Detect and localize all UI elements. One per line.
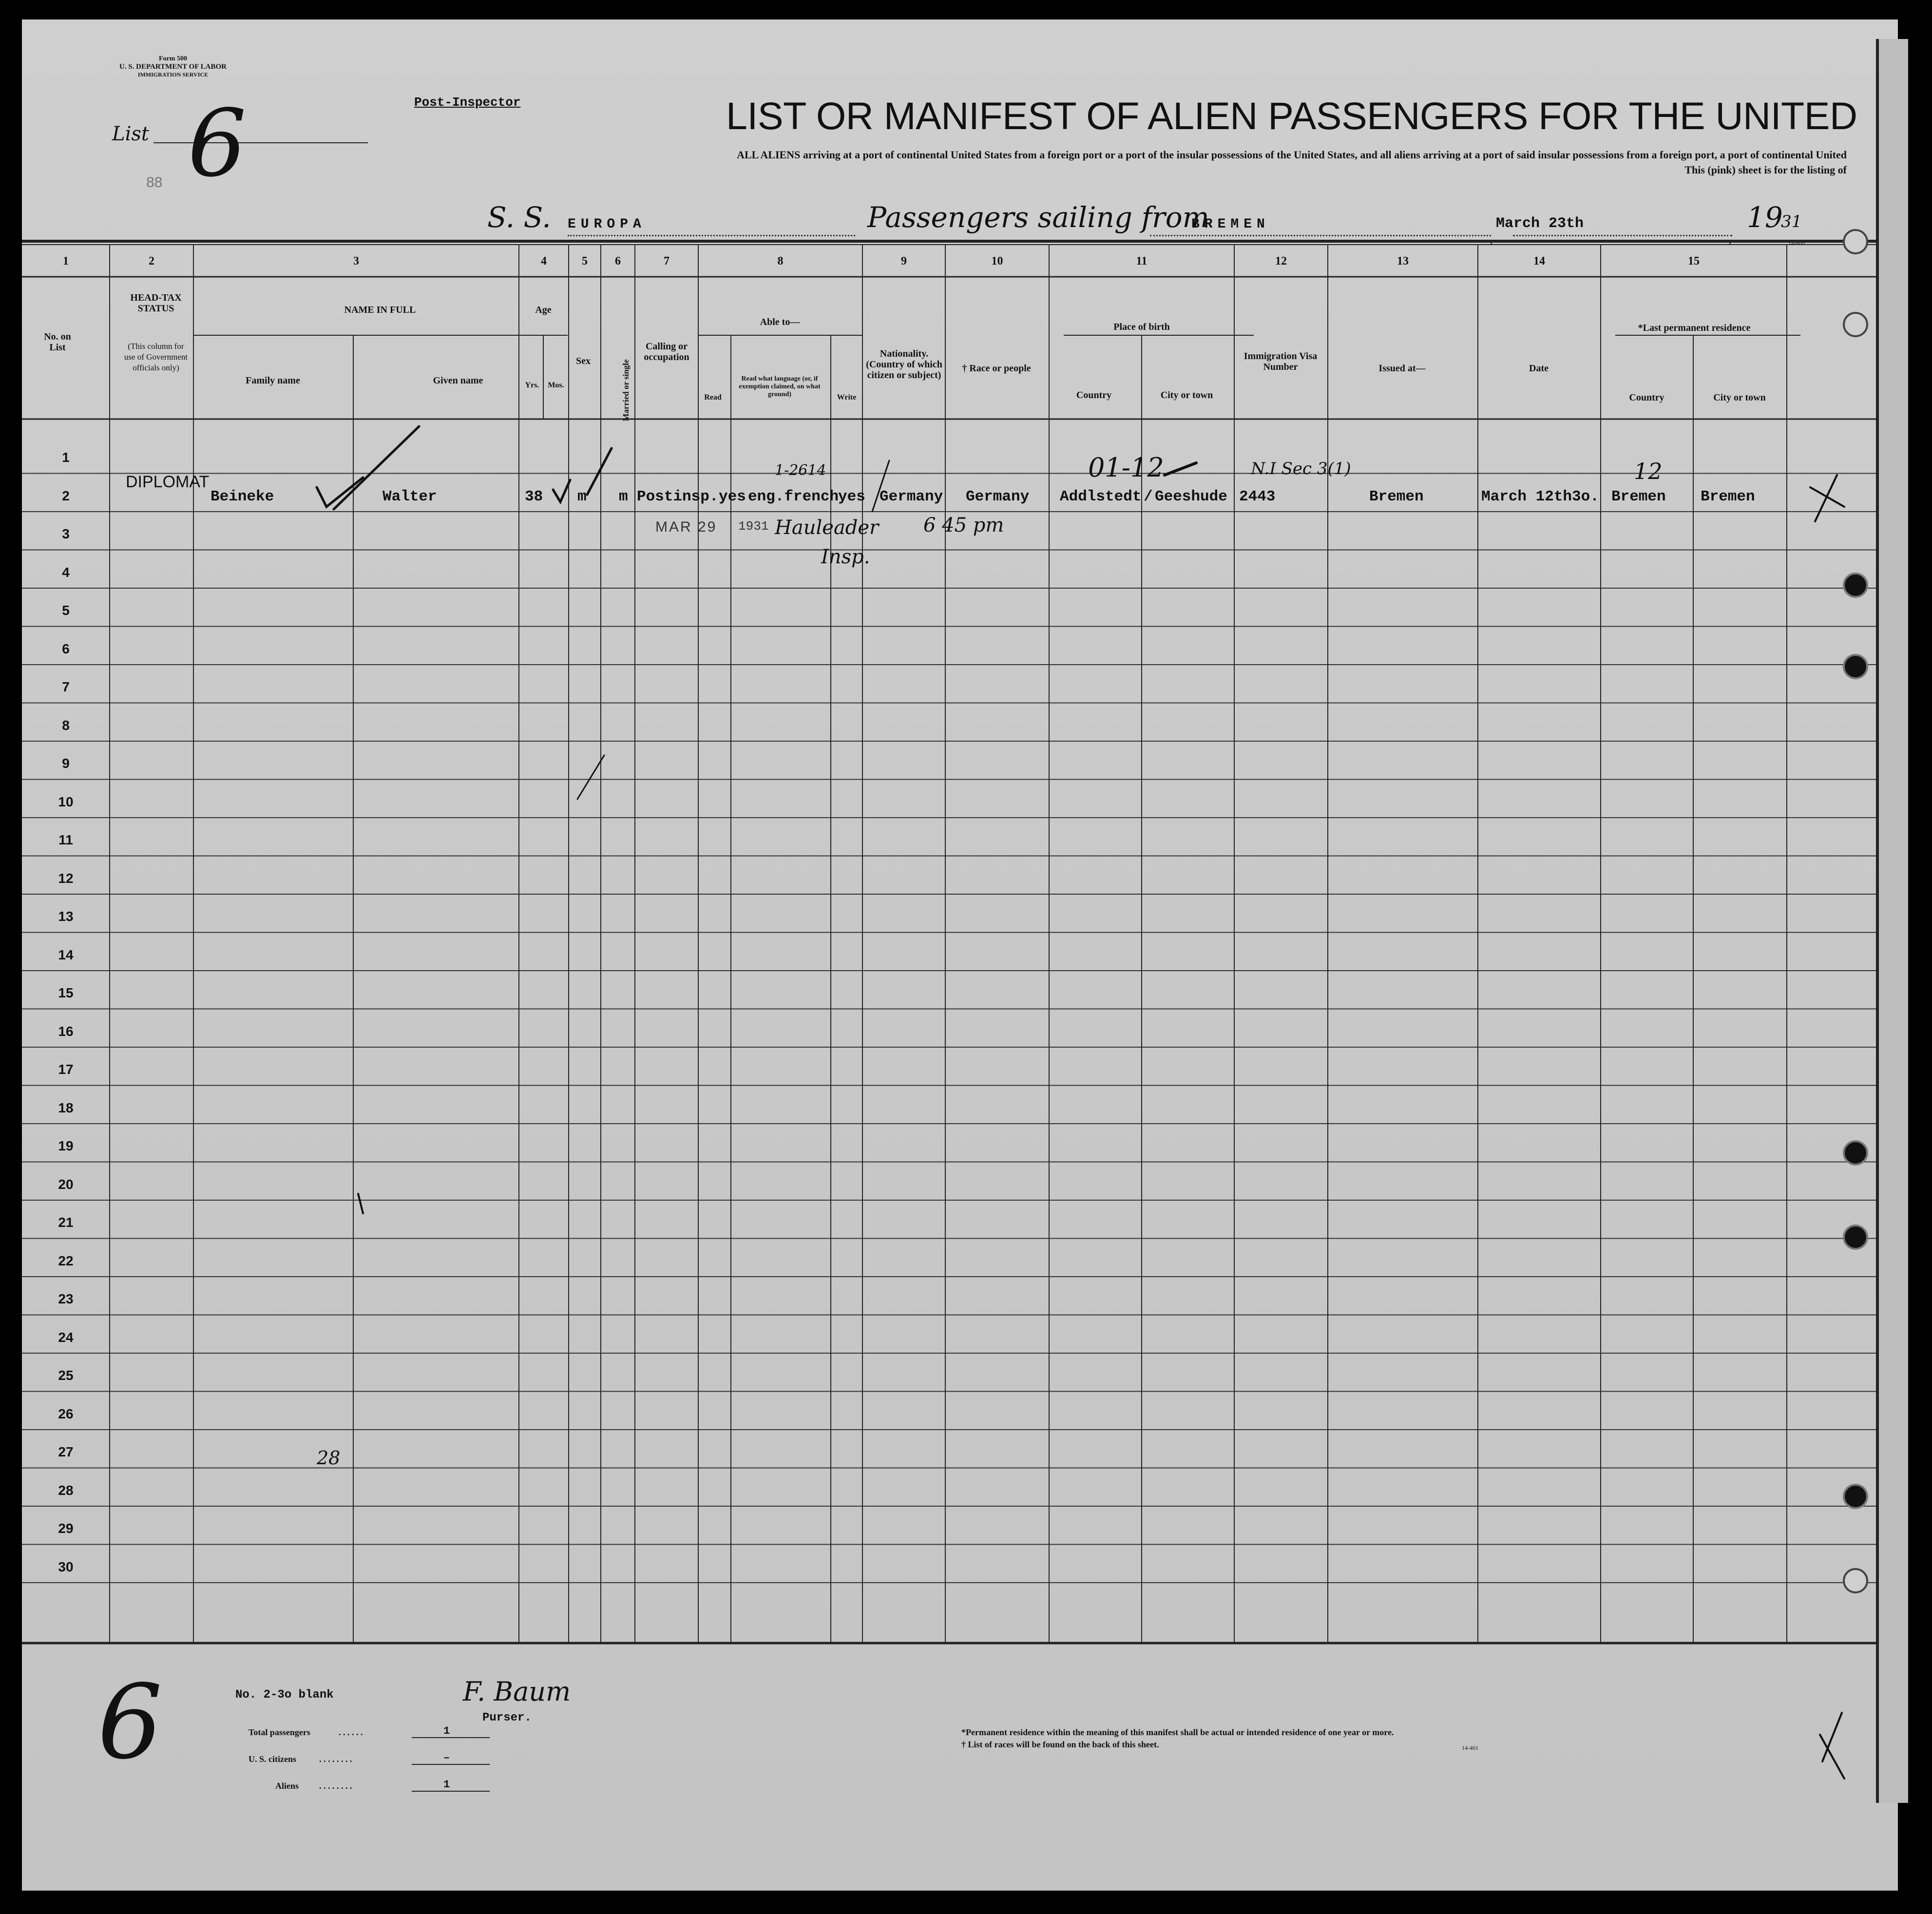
row-number: 16 [58, 1023, 74, 1039]
year-prefix: 19 [1747, 201, 1783, 234]
header-res-country: Country [1629, 392, 1664, 403]
row-number: 27 [58, 1444, 74, 1459]
cell-birth-city: Geeshude [1155, 488, 1227, 505]
binder-hole-icon [1843, 1225, 1868, 1250]
header-read: Read [704, 393, 722, 402]
inspector-title: Insp. [821, 546, 870, 568]
header-family-name: Family name [246, 375, 300, 386]
binder-hole-icon [1843, 312, 1868, 337]
aliens-label: Aliens [275, 1781, 299, 1791]
header-issued-at: Issued at— [1378, 363, 1426, 374]
header-write: Write [837, 393, 857, 402]
column-number: 5 [582, 255, 588, 268]
row-number: 21 [58, 1215, 74, 1230]
ship-name: EUROPA [568, 217, 646, 232]
footnote-residence: *Permanent residence within the meaning of this manifest shall be actual or intended residence of one year or more. [961, 1727, 1394, 1737]
cell-sex: m [577, 488, 587, 505]
header-birth-city: City or town [1160, 390, 1213, 401]
service-label: IMMIGRATION SERVICE [137, 71, 209, 78]
header-race: † Race or people [962, 363, 1031, 374]
header-able-to: Able to— [760, 317, 800, 327]
row-number: 11 [58, 832, 73, 847]
row-number: 14 [58, 947, 74, 962]
row-number: 25 [58, 1368, 74, 1383]
header-yrs: Yrs. [525, 381, 539, 389]
row-number: 29 [58, 1521, 74, 1536]
year-suffix: 31 [1781, 212, 1802, 231]
row-number: 24 [58, 1329, 74, 1345]
note-code: 01-12 [1088, 452, 1164, 483]
row-number: 22 [58, 1253, 74, 1268]
column-number: 10 [991, 255, 1003, 268]
list-number: 6 [188, 90, 247, 197]
column-number: 14 [1533, 255, 1545, 268]
header-birth-country: Country [1076, 390, 1112, 401]
column-number: 9 [901, 255, 907, 268]
row-number: 1 [62, 450, 70, 465]
column-number: 4 [541, 255, 547, 268]
cell-visa: 2443 [1239, 488, 1276, 505]
handwritten-marks [22, 19, 1898, 1891]
cell-given-name: Walter [383, 488, 437, 505]
header-visa: Immigration Visa Number [1243, 351, 1318, 372]
row-number: 4 [62, 564, 70, 580]
row-number: 30 [58, 1559, 74, 1574]
header-head-tax: HEAD-TAX STATUS [130, 292, 182, 314]
citizens-value: – [443, 1752, 450, 1764]
page-title: LIST OR MANIFEST OF ALIEN PASSENGERS FOR THE UNITED [726, 94, 1857, 137]
stamp-date: MAR 29 [655, 519, 717, 535]
cell-date: March 12th3o. [1481, 488, 1599, 505]
binder-hole-icon [1843, 229, 1868, 254]
header-calling: Calling or occupation [644, 341, 689, 363]
cell-birth-country: Addlstedt [1060, 488, 1142, 505]
row-number: 28 [58, 1482, 74, 1498]
inspector-signature: Hauleader [775, 517, 879, 539]
cell-res-country: Bremen [1611, 488, 1666, 505]
subtitle-line1: ALL ALIENS arriving at a port of continental United States from a foreign port or a port of the insular possessions of the United States, and all aliens arriving at a port of said insular possessions from a foreign port, a port of continental United [737, 149, 1847, 161]
row-number: 6 [62, 641, 70, 656]
corner-number: 88 [146, 174, 163, 191]
column-number: 13 [1397, 255, 1409, 268]
header-head-tax-note: (This column for use of Government officials only) [124, 342, 188, 372]
cell-res-city: Bremen [1701, 488, 1755, 505]
row-number: 2 [62, 488, 70, 503]
row-number: 3 [62, 526, 70, 541]
row-number: 9 [62, 756, 70, 771]
row-number: 10 [58, 794, 74, 809]
row-number: 17 [58, 1062, 74, 1077]
port-name: BREMEN [1191, 217, 1270, 232]
column-number: 6 [615, 255, 621, 268]
row-number: 13 [58, 909, 74, 924]
header-last-residence: *Last permanent residence [1638, 323, 1751, 333]
cell-race: Germany [966, 488, 1030, 505]
cell-read: yes [719, 488, 746, 505]
cell-calling: Postinsp. [637, 488, 719, 505]
cell-married: m [619, 488, 628, 505]
sailing-label: Passengers sailing from [867, 201, 1209, 234]
x-mark-row1-icon [1810, 475, 1844, 521]
cell-age: 38 [525, 488, 543, 505]
sex-slash-icon [587, 448, 612, 495]
cell-head-tax: DIPLOMAT [126, 473, 210, 491]
binder-hole-icon [1843, 573, 1868, 598]
binder-hole-icon [1843, 1140, 1868, 1166]
header-res-city: City or town [1713, 392, 1766, 403]
binding-edge [1876, 39, 1908, 1803]
row-number: 26 [58, 1406, 74, 1421]
stamp-year: 1931 [738, 519, 769, 534]
bottom-list-number: 6 [97, 1663, 163, 1782]
blank-note: No. 2-3o blank [235, 1688, 334, 1702]
cell-language: eng.french [748, 488, 839, 505]
header-name-in-full: NAME IN FULL [344, 305, 416, 315]
row-number: 12 [58, 870, 74, 886]
header-married: Married or single [621, 359, 631, 421]
row-number: 7 [62, 679, 70, 694]
row-number: 5 [62, 603, 70, 618]
header-given-name: Given name [433, 375, 483, 386]
column-number: 12 [1275, 255, 1287, 268]
citizens-label: U. S. citizens [249, 1754, 296, 1764]
row-number: 8 [62, 717, 70, 733]
form-number: Form 500 [159, 55, 187, 62]
cell-issued-at: Bremen [1369, 488, 1424, 505]
note-residence: 12 [1634, 458, 1663, 484]
row-number: 19 [58, 1138, 74, 1153]
cell-write: yes [838, 488, 865, 505]
age-check-icon [553, 480, 570, 502]
row-number: 15 [58, 985, 74, 1000]
total-value: 1 [443, 1725, 450, 1737]
department-label: U. S. DEPARTMENT OF LABOR [119, 63, 227, 71]
binder-hole-icon [1843, 654, 1868, 679]
stray-tick-icon [358, 1194, 363, 1213]
header-nationality: Nationality. (Country of which citizen or subject) [866, 348, 942, 381]
ss-label: S. S. [487, 201, 551, 234]
cell-nationality: Germany [880, 488, 943, 505]
column-number: 8 [777, 255, 784, 268]
column-number: 3 [353, 255, 359, 268]
column-number: 1 [63, 255, 69, 268]
inspection-time: 6 45 pm [923, 514, 1004, 536]
column-number: 15 [1688, 255, 1700, 268]
subtitle-line2: This (pink) sheet is for the listing of [1684, 164, 1847, 176]
header-sex: Sex [576, 356, 591, 366]
post-inspector: Post-Inspector [414, 95, 521, 110]
sailing-date: March 23th [1496, 215, 1584, 232]
form-code: 14-600 [1788, 240, 1805, 247]
footnote-races: † List of races will be found on the back of this sheet. [961, 1740, 1159, 1749]
row-number: 23 [58, 1291, 74, 1306]
header-date: Date [1529, 363, 1549, 374]
row-number: 18 [58, 1100, 74, 1115]
header-age: Age [535, 305, 552, 315]
column-number: 2 [149, 255, 154, 268]
column-number: 7 [664, 255, 670, 268]
header-place-of-birth: Place of birth [1113, 322, 1170, 332]
header-read-what: Read what language (or, if exemption claimed, on what ground) [739, 375, 821, 398]
binder-hole-icon [1843, 1568, 1868, 1593]
purser-signature: F. Baum [463, 1676, 571, 1707]
header-no-on-list: No. on List [44, 331, 71, 353]
slash-mark-icon [334, 426, 419, 509]
row-number: 20 [58, 1176, 74, 1192]
x-mark-bottom-icon [1820, 1713, 1844, 1779]
total-label: Total passengers [249, 1727, 310, 1737]
birth-check-icon [1165, 463, 1196, 475]
read-slash-icon [872, 460, 889, 512]
note-language-code: 1-2614 [775, 462, 826, 479]
column-number: 11 [1136, 255, 1148, 268]
note-visa: N.I Sec 3(1) [1251, 459, 1351, 478]
purser-label: Purser. [482, 1711, 532, 1724]
binder-hole-icon [1843, 1484, 1868, 1509]
stray-mark-icon [577, 755, 604, 799]
manifest-sheet: Form 500 U. S. DEPARTMENT OF LABOR IMMIGRATION SERVICE List 6 88 Post-Inspector LIST OR MANIFEST OF ALIEN PASSENGERS FOR THE UNITED ALL ALIENS arriving at a port of continental United States from a foreign port or a port of the insular possessions of the United States, and all aliens arriving at a port of said insular possessions from a foreign port, a port of continental United This (pink) sheet is for the listing of S. S. EUROPA Passengers sailing from BREMEN , March 23th , 19 31 14-600 1 2 3 4 5 6 7 8 9 10 11 12 13 14 15 No. on List HEAD-TAX STATUS (This column for use of Government officials only) NAME IN FULL Family name Given name Age Yrs. Mos. Sex Married or single Calling or occupation Able to— Read Read what language (or, if exemption claimed, on what ground) Write Nationality. (Country of which citizen or subject) † Race or people Place of birth Country City or town Immigration Visa Number Issued at— Date *Last permanent residence Country City or town 1 2 3 4 5 6 7 8 9 10 11 12 13 14 15 16 17 18 19 20 21 22 23 24 25 26 27 28 29 30 DIPLOMAT Beineke Walter 38 m m Postinsp. yes eng.french yes Germany Germany Addlstedt / Geeshude 2443 Bremen March 12th3o. Bremen Bremen 01-12 N.I Sec 3(1) 1-2614 12 MAR 29 1931 Hauleader Insp. 6 45 pm 28 6 No. 2-3o blank F. Baum Purser. Total passengers . . . . . . 1 U. S. citizens . . . . . . . . – Aliens . . . . . . . . 1 *Permanent residence within the meaning of this manifest shall be actual or intended residence of one year or more. † List of races will be found on the back of this sheet. 14-401 [22, 19, 1898, 1891]
header-mos: Mos. [548, 381, 564, 389]
aliens-value: 1 [443, 1779, 450, 1791]
list-label: List [112, 123, 149, 145]
margin-number: 28 [317, 1447, 341, 1469]
cell-family-name: Beineke [210, 488, 274, 505]
footer-code: 14-401 [1462, 1744, 1478, 1751]
